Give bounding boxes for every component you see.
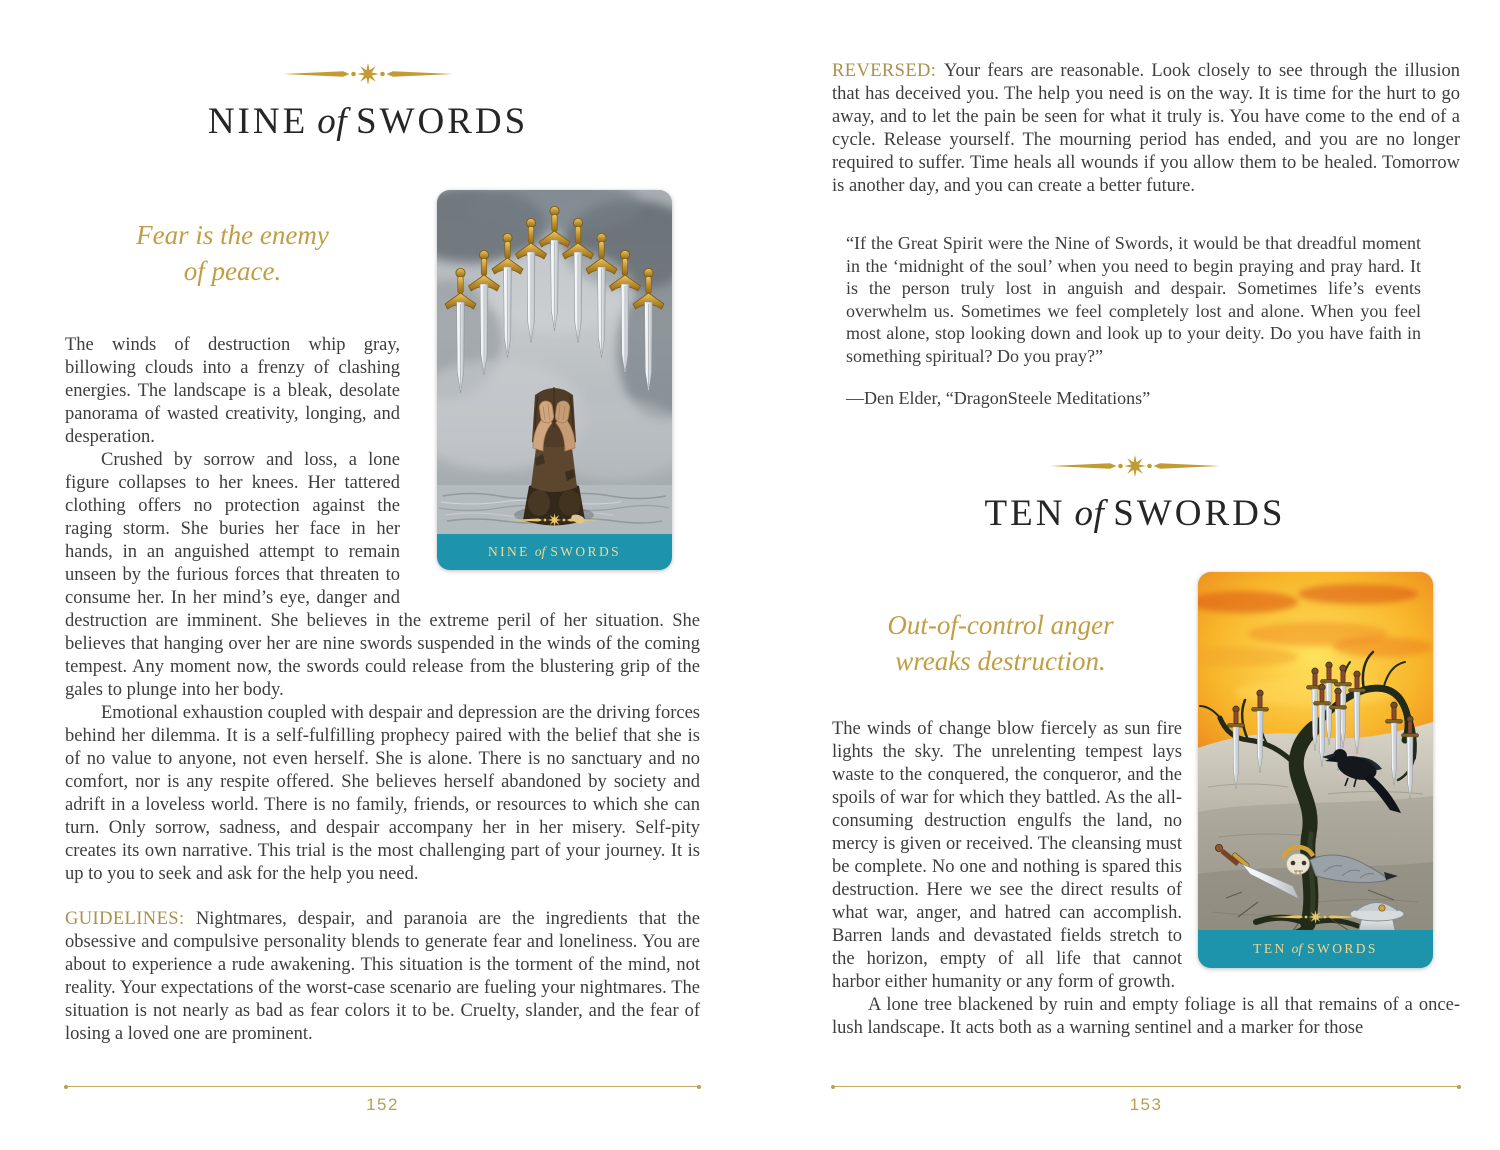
page-title-nine-of-swords (43, 100, 693, 143)
footer-rule (832, 1086, 1460, 1087)
pull-quote (828, 608, 1173, 680)
card-name-word: SWORDS (550, 544, 622, 559)
reversed-text: Your fears are reasonable. Look closely to see through the illusion that has deceived you. The help you need is on the way. It is time for the hurt to go away, and to let the pain be seen for what it truly is. You have come to the end of a cycle. Release yourself. The mourning period has ended, and you are no longer required to suffer. Time heals all wounds if you allow them to be healed. Tomorrow is another day, and you can create a better future. (832, 61, 1460, 196)
rule-end-dot (1457, 1085, 1461, 1089)
guidelines-paragraph (65, 908, 700, 1046)
rule-end-dot (64, 1085, 68, 1089)
star-divider-icon (1045, 450, 1225, 482)
title-word: TEN (984, 493, 1066, 534)
pull-quote-line: Out-of-control anger (887, 610, 1114, 640)
title-of: of (317, 101, 347, 142)
right-page (750, 0, 1500, 1150)
page-title-ten-of-swords (810, 492, 1460, 535)
paragraph: Emotional exhaustion coupled with despair and depression are the driving forces behind her dilemma. It is a self-fulfilling prophecy paired with the belief that she is of no value to anyone, not even herself. She is alone. There is no sanctuary and no comfort, nor is any respite offered. She believes herself abandoned by society and adrift in a loveless world. There is no family, friends, or resources to which she can turn. Only sorrow, sadness, and despair accompany her in her misery. Self-pity creates its own narrative. This trial is the most challenging part of your journey. It is up to you to seek and ask for the help you need. (65, 703, 700, 884)
paragraph: The winds of change blow fiercely as sun fire lights the sky. The unrelenting tempest lays waste to the conquered, the conqueror, and the spoils of war for which they battled. As the all-consuming destruction engulfs the land, no mercy is given or received. The cleansing must be complete. No one and nothing is spared this destruction. Here we see the direct results of what war, anger, and hatred can accomplish. Barren lands and devastated fields stretch to the horizon, empty of all life that cannot harbor either humanity or any form of growth. (832, 719, 1182, 992)
card-name-of: of (1291, 941, 1303, 956)
quotation-block: “If the Great Spirit were the Nine of Swords, it would be that dreadful moment in the ‘midnight of the soul’ when you need to begin praying and pray hard. It is the person truly lost in anguish and despair. Sometimes life’s events overwhelm us. Sometimes we feel completely lost and alone. When you feel most alone, stop looking down and look up to your deity. Do you have faith in something spiritual? Do you pray?” (846, 233, 1421, 366)
card-name-word: TEN (1253, 941, 1287, 956)
pull-quote-line: wreaks destruction. (895, 645, 1106, 676)
paragraph: A lone tree blackened by ruin and empty foliage is all that remains of a once-lush landscape. It acts both as a warning sentinel and a marker for those (832, 995, 1460, 1038)
card-name-word: NINE (487, 544, 530, 559)
star-divider-icon (278, 58, 458, 90)
title-word: SWORDS (355, 101, 529, 142)
rule-end-dot (831, 1085, 835, 1089)
pull-quote-line: of peace. (183, 255, 282, 286)
quote-attribution: —Den Elder, “DragonSteele Meditations” (846, 388, 1151, 408)
page-number: 153 (1129, 1095, 1163, 1114)
title-of: of (1074, 493, 1105, 534)
left-title-block (43, 100, 693, 143)
title-word: NINE (207, 101, 309, 142)
guidelines-text: Nightmares, despair, and paranoia are the ingredients that the obsessive and compulsive personality blends to generate fear and loneliness. You are about to experience a rude awakening. This situation is the torment of the mind, not reality. Your expectations of the worst-case scenario are fueling your nightmares. The situation is not nearly as bad as fear colors it to be. Cruelty, slander, and the fear of losing a loved one are prominent. (65, 909, 700, 1044)
paragraph: Crushed by sorrow and loss, a lone figure collapses to her knees. Her tattered clothing offers no protection against the raging storm. She buries her face in her hands, in an anguished attempt to remain unseen by the furious forces that threaten to consume her. In her mind’s eye, danger and destruction are imminent. She believes in the extreme peril of her situation. She believes that hanging over her are nine swords suspended in the winds of the coming tempest. Any moment now, the swords could release from the blustering grip of the gales to plunge into her body. (65, 450, 700, 700)
rule-end-dot (697, 1085, 701, 1089)
card-wrap-spacer (1182, 718, 1460, 972)
guidelines-label: GUIDELINES: (65, 909, 185, 929)
right-body-text (832, 718, 1460, 1040)
right-title-block (810, 492, 1460, 535)
card-name-word: SWORDS (1307, 941, 1378, 956)
left-body-text (65, 334, 700, 1046)
pull-quote-line: Fear is the enemy (136, 220, 329, 250)
left-divider (43, 58, 693, 90)
page-number: 152 (366, 1095, 399, 1114)
footer-rule (65, 1086, 700, 1087)
right-divider (810, 450, 1460, 482)
pull-quote (60, 218, 405, 290)
paragraph: The winds of destruction whip gray, billowing clouds into a frenzy of clashing energies. The landscape is a bleak, desolate panorama of wasted creativity, longing, and desperation. (65, 335, 400, 447)
card-name-of: of (534, 544, 546, 559)
reversed-label: REVERSED: (832, 61, 937, 81)
reversed-paragraph (832, 60, 1460, 198)
card-wrap-spacer (400, 334, 700, 588)
title-word: SWORDS (1113, 493, 1286, 534)
